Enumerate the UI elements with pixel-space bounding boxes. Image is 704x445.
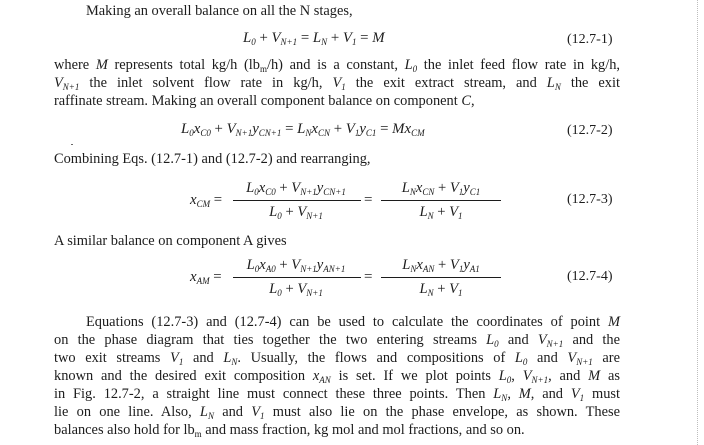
- eq3-numerator-right: $L_Nx_{CN} + V_1y_{C1}$: [401, 180, 481, 197]
- eq4-fraction-bar-right: [381, 277, 501, 278]
- equation-12-7-2: $L_0x_{C0} + V_{N+1}y_{CN+1} = L_Nx_{CN} + V_1y_{C1} = Mx_{CM}$: [181, 121, 425, 138]
- equation-12-7-4-lhs: $x_{AM}$ =: [190, 269, 222, 286]
- para1-line-1: where M represents total kg/h $(lb_m/h)$ and is a constant, $L_0$ the inlet feed flow rate in kg/h,: [54, 57, 621, 74]
- eq4-fraction-bar-left: [233, 277, 361, 278]
- equation-number-3: (12.7-3): [567, 192, 613, 207]
- para2-line-5: in Fig. 12.7-2, a straight line must connect these three points. Then $L_N$, M, and $V_1$ must: [54, 386, 620, 403]
- para1-line-2: $V_{N+1}$ the inlet solvent flow rate in kg/h, $V_1$ the exit extract stream, and $L_N$ the exit: [54, 75, 620, 92]
- equation-12-7-3-lhs: $x_{CM}$ =: [190, 192, 223, 209]
- intro-line: [86, 2, 353, 20]
- equation-number-1: (12.7-1): [567, 32, 613, 47]
- equation-12-7-1: $L_0 + V_{N+1} = L_N + V_1 = M$: [243, 30, 385, 47]
- equation-number-2: (12.7-2): [567, 123, 613, 138]
- para2-line-1: Equations (12.7-3) and (12.7-4) can be used to calculate the coordinates of point M: [86, 314, 620, 330]
- para2-line-7: balances also hold for $lb_m$ and mass fraction, kg mol and mol fractions, and so on.: [54, 422, 525, 439]
- eq3-equals: =: [364, 192, 373, 208]
- eq4-denominator-left: $L_0 + V_{N+1}$: [269, 281, 323, 298]
- intro-text: Making an overall balance on all the N stages,: [86, 3, 353, 19]
- similar-line: A similar balance on component A gives: [54, 233, 287, 249]
- eq3-numerator-left: $L_0x_{C0} + V_{N+1}y_{CN+1}$: [246, 180, 346, 197]
- eq4-numerator-left: $L_0x_{A0} + V_{N+1}y_{AN+1}$: [246, 257, 346, 274]
- eq3-fraction-bar-right: [381, 200, 501, 201]
- eq3-denominator-right: $L_N + V_1$: [419, 204, 463, 221]
- para2-line-2: on the phase diagram that ties together the two entering streams $L_0$ and $V_{N+1}$ and the: [54, 332, 621, 349]
- page-edge-rule: [697, 0, 698, 445]
- equation-number-4: (12.7-4): [567, 269, 613, 284]
- combining-line: Combining Eqs. (12.7-1) and (12.7-2) and rearranging,: [54, 151, 371, 167]
- eq3-denominator-left: $L_0 + V_{N+1}$: [269, 204, 323, 221]
- eq4-denominator-right: $L_N + V_1$: [419, 281, 463, 298]
- para2-line-4: known and the desired exit composition $x_{AN}$ is set. If we plot points $L_0$, $V_{N+1}$, and M as: [54, 368, 620, 385]
- eq4-equals: =: [364, 269, 373, 285]
- eq4-numerator-right: $L_Nx_{AN} + V_1y_{A1}$: [402, 257, 480, 274]
- print-speck: [71, 144, 73, 145]
- para2-line-3: two exit streams $V_1$ and $L_N$. Usually, the flows and compositions of $L_0$ and $V_{N+1}$ are: [54, 350, 620, 367]
- eq3-fraction-bar-left: [233, 200, 361, 201]
- para1-line-3: raffinate stream. Making an overall component balance on component C,: [54, 93, 475, 109]
- para2-line-6: lie on one line. Also, $L_N$ and $V_1$ must also lie on the phase envelope, as shown. These: [54, 404, 620, 421]
